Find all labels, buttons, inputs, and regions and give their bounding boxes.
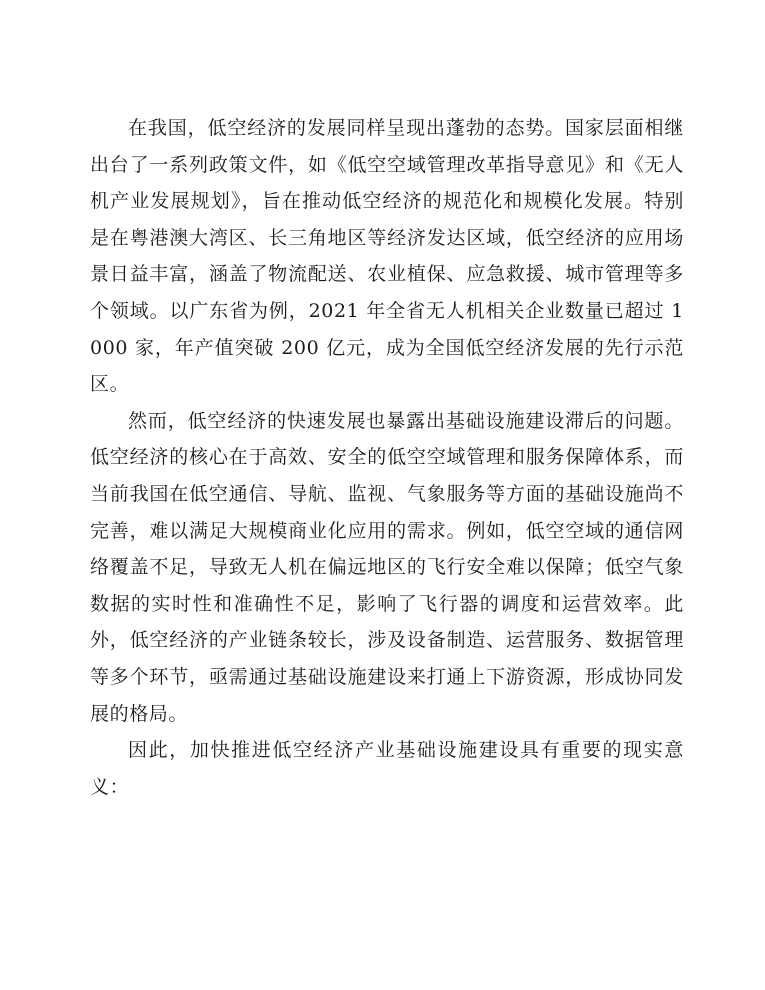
- paragraph-2: 然而，低空经济的快速发展也暴露出基础设施建设滞后的问题。低空经济的核心在于高效、安全的低空空域管理和服务保障体系，而当前我国在低空通信、导航、监视、气象服务等方面的基础设施尚不完善，难以满足大规模商业化应用的需求。例如，低空空域的通信网络覆盖不足，导致无人机在偏远地区的飞行安全难以保障；低空气象数据的实时性和准确性不足，影响了飞行器的调度和运营效率。此外，低空经济的产业链条较长，涉及设备制造、运营服务、数据管理等多个环节，亟需通过基础设施建设来打通上下游资源，形成协同发展的格局。: [90, 409, 684, 725]
- document-body: [90, 110, 684, 805]
- paragraph-1: 在我国，低空经济的发展同样呈现出蓬勃的态势。国家层面相继出台了一系列政策文件，如《低空空域管理改革指导意见》和《无人机产业发展规划》，旨在推动低空经济的规范化和规模化发展。特别是在粤港澳大湾区、长三角地区等经济发达区域，低空经济的应用场景日益丰富，涵盖了物流配送、农业植保、应急救援、城市管理等多个领域。以广东省为例，2021 年全省无人机相关企业数量已超过 1000 家，年产值突破 200 亿元，成为全国低空经济发展的先行示范区。: [90, 117, 684, 396]
- paragraph-3: 因此，加快推进低空经济产业基础设施建设具有重要的现实意义：: [90, 739, 684, 798]
